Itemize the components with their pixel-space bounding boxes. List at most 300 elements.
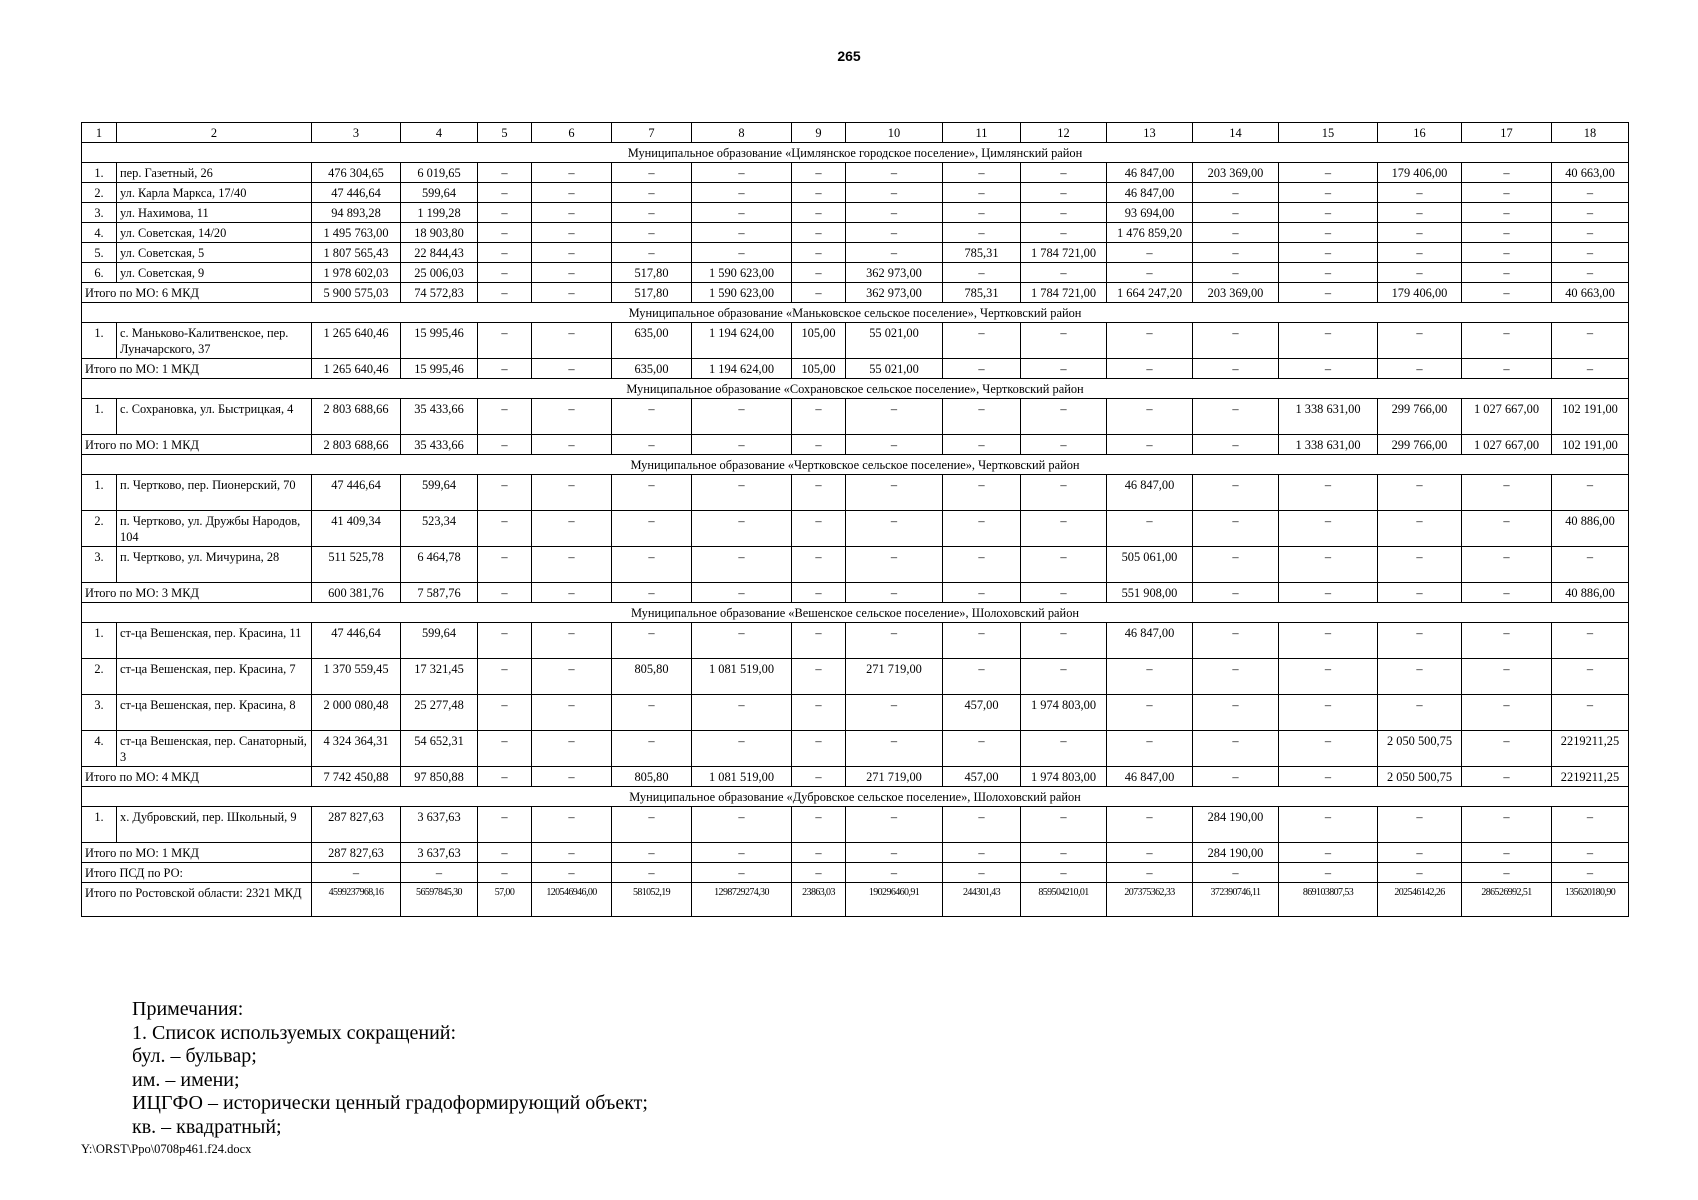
value-cell: – xyxy=(1021,263,1107,283)
address-cell: с. Маньково-Калитвенское, пер. Луначарского, 37 xyxy=(117,323,312,359)
value-cell: – xyxy=(478,163,532,183)
grand-total-value-cell: 57,00 xyxy=(478,883,532,917)
column-number-7: 7 xyxy=(612,123,692,143)
total-value-cell: – xyxy=(1378,843,1462,863)
total-value-cell: – xyxy=(478,435,532,455)
value-cell: – xyxy=(846,183,943,203)
table-row xyxy=(82,547,1629,583)
psd-value-cell: – xyxy=(1193,863,1279,883)
value-cell: 47 446,64 xyxy=(312,623,401,659)
total-value-cell: – xyxy=(1462,359,1552,379)
value-cell: 1 370 559,45 xyxy=(312,659,401,695)
value-cell: 505 061,00 xyxy=(1107,547,1193,583)
value-cell: – xyxy=(792,163,846,183)
table-row xyxy=(82,475,1629,511)
capital-repair-table xyxy=(81,122,1629,917)
total-value-cell: – xyxy=(612,435,692,455)
value-cell: – xyxy=(1279,731,1378,767)
value-cell: – xyxy=(1021,511,1107,547)
value-cell: 1 978 602,03 xyxy=(312,263,401,283)
total-value-cell: 785,31 xyxy=(943,283,1021,303)
section-total-label: Итого по МО: 6 МКД xyxy=(82,283,312,303)
row-number: 3. xyxy=(82,695,117,731)
value-cell: – xyxy=(532,223,612,243)
value-cell: 1 974 803,00 xyxy=(1021,695,1107,731)
value-cell: – xyxy=(692,695,792,731)
value-cell: – xyxy=(1279,623,1378,659)
address-cell: ул. Советская, 5 xyxy=(117,243,312,263)
value-cell: – xyxy=(478,695,532,731)
value-cell: – xyxy=(1021,731,1107,767)
row-number: 1. xyxy=(82,323,117,359)
total-value-cell: 97 850,88 xyxy=(401,767,478,787)
value-cell: – xyxy=(1552,203,1629,223)
total-value-cell: – xyxy=(1107,843,1193,863)
value-cell: 203 369,00 xyxy=(1193,163,1279,183)
column-number-6: 6 xyxy=(532,123,612,143)
grand-total-value-cell: 4599237968,16 xyxy=(312,883,401,917)
value-cell: – xyxy=(478,223,532,243)
value-cell: 2 050 500,75 xyxy=(1378,731,1462,767)
value-cell: 1 590 623,00 xyxy=(692,263,792,283)
value-cell: 457,00 xyxy=(943,695,1021,731)
value-cell: – xyxy=(792,731,846,767)
value-cell: – xyxy=(1378,547,1462,583)
value-cell: 94 893,28 xyxy=(312,203,401,223)
value-cell: 1 476 859,20 xyxy=(1107,223,1193,243)
value-cell: 41 409,34 xyxy=(312,511,401,547)
value-cell: – xyxy=(943,399,1021,435)
column-number-10: 10 xyxy=(846,123,943,143)
value-cell: – xyxy=(792,223,846,243)
total-value-cell: – xyxy=(792,843,846,863)
value-cell: 635,00 xyxy=(612,323,692,359)
address-cell: ст-ца Вешенская, пер. Санаторный, 3 xyxy=(117,731,312,767)
total-value-cell: – xyxy=(692,435,792,455)
value-cell: – xyxy=(532,323,612,359)
value-cell: – xyxy=(692,399,792,435)
value-cell: – xyxy=(612,695,692,731)
column-number-12: 12 xyxy=(1021,123,1107,143)
total-value-cell: – xyxy=(1279,283,1378,303)
section-total-label: Итого по МО: 4 МКД xyxy=(82,767,312,787)
section-total-row xyxy=(82,283,1629,303)
value-cell: – xyxy=(1462,183,1552,203)
table-row xyxy=(82,203,1629,223)
row-number: 4. xyxy=(82,731,117,767)
value-cell: – xyxy=(846,163,943,183)
value-cell: – xyxy=(1552,547,1629,583)
address-cell: п. Чертково, пер. Пионерский, 70 xyxy=(117,475,312,511)
value-cell: – xyxy=(1462,475,1552,511)
psd-value-cell: – xyxy=(846,863,943,883)
value-cell: – xyxy=(1462,511,1552,547)
value-cell: – xyxy=(478,623,532,659)
value-cell: – xyxy=(532,547,612,583)
total-value-cell: 517,80 xyxy=(612,283,692,303)
value-cell: – xyxy=(792,659,846,695)
value-cell: 25 277,48 xyxy=(401,695,478,731)
value-cell: – xyxy=(692,623,792,659)
total-value-cell: 7 587,76 xyxy=(401,583,478,603)
value-cell: – xyxy=(1462,263,1552,283)
total-value-cell: 40 663,00 xyxy=(1552,283,1629,303)
value-cell: – xyxy=(1193,243,1279,263)
value-cell: – xyxy=(1378,623,1462,659)
value-cell: – xyxy=(846,623,943,659)
row-number: 1. xyxy=(82,163,117,183)
value-cell: – xyxy=(1107,399,1193,435)
total-value-cell: – xyxy=(792,583,846,603)
value-cell: – xyxy=(1462,323,1552,359)
value-cell: – xyxy=(1462,659,1552,695)
total-value-cell: – xyxy=(532,283,612,303)
psd-value-cell: – xyxy=(532,863,612,883)
section-title: Муниципальное образование «Дубровское сельское поселение», Шолоховский район xyxy=(82,787,1629,807)
section-title-row xyxy=(82,303,1629,323)
value-cell: 55 021,00 xyxy=(846,323,943,359)
value-cell: – xyxy=(1107,695,1193,731)
total-value-cell: – xyxy=(1552,359,1629,379)
total-value-cell: 102 191,00 xyxy=(1552,435,1629,455)
value-cell: 46 847,00 xyxy=(1107,623,1193,659)
value-cell: – xyxy=(1552,263,1629,283)
value-cell: – xyxy=(1107,731,1193,767)
total-value-cell: – xyxy=(1279,843,1378,863)
section-total-label: Итого по МО: 3 МКД xyxy=(82,583,312,603)
column-number-3: 3 xyxy=(312,123,401,143)
value-cell: – xyxy=(1378,475,1462,511)
grand-total-value-cell: 581052,19 xyxy=(612,883,692,917)
value-cell: – xyxy=(532,163,612,183)
value-cell: – xyxy=(692,183,792,203)
value-cell: – xyxy=(1193,323,1279,359)
notes-line: ИЦГФО – исторически ценный градоформирующий объект; xyxy=(132,1092,648,1114)
value-cell: – xyxy=(1279,475,1378,511)
total-value-cell: 1 974 803,00 xyxy=(1021,767,1107,787)
total-value-cell: – xyxy=(478,359,532,379)
value-cell: 25 006,03 xyxy=(401,263,478,283)
total-value-cell: – xyxy=(532,435,612,455)
value-cell: – xyxy=(1462,547,1552,583)
address-cell: ул. Нахимова, 11 xyxy=(117,203,312,223)
value-cell: – xyxy=(1378,223,1462,243)
value-cell: 102 191,00 xyxy=(1552,399,1629,435)
total-value-cell: – xyxy=(1279,359,1378,379)
psd-value-cell: – xyxy=(1107,863,1193,883)
total-value-cell: 805,80 xyxy=(612,767,692,787)
value-cell: – xyxy=(1378,263,1462,283)
value-cell: – xyxy=(1552,475,1629,511)
row-number: 1. xyxy=(82,807,117,843)
value-cell: – xyxy=(846,511,943,547)
value-cell: – xyxy=(1462,731,1552,767)
value-cell: – xyxy=(478,203,532,223)
value-cell: 105,00 xyxy=(792,323,846,359)
table-row xyxy=(82,623,1629,659)
section-title: Муниципальное образование «Маньковское сельское поселение», Чертковский район xyxy=(82,303,1629,323)
page-number: 265 xyxy=(837,48,861,64)
section-title-row xyxy=(82,143,1629,163)
total-value-cell: 7 742 450,88 xyxy=(312,767,401,787)
section-total-row xyxy=(82,583,1629,603)
total-value-cell: – xyxy=(1279,583,1378,603)
column-number-17: 17 xyxy=(1462,123,1552,143)
grand-total-row xyxy=(82,883,1629,917)
notes-line: кв. – квадратный; xyxy=(132,1115,282,1138)
value-cell: 1 784 721,00 xyxy=(1021,243,1107,263)
value-cell: – xyxy=(1552,183,1629,203)
total-value-cell: – xyxy=(1021,843,1107,863)
value-cell: – xyxy=(943,203,1021,223)
value-cell: 40 886,00 xyxy=(1552,511,1629,547)
total-value-cell: 271 719,00 xyxy=(846,767,943,787)
total-value-cell: – xyxy=(1021,359,1107,379)
value-cell: – xyxy=(792,263,846,283)
grand-total-value-cell: 120546946,00 xyxy=(532,883,612,917)
value-cell: – xyxy=(1279,659,1378,695)
address-cell: ст-ца Вешенская, пер. Красина, 11 xyxy=(117,623,312,659)
table-row xyxy=(82,659,1629,695)
column-number-9: 9 xyxy=(792,123,846,143)
psd-total-label: Итого ПСД по РО: xyxy=(82,863,312,883)
total-value-cell: – xyxy=(1193,583,1279,603)
file-path-footer: Y:\ORST\Ppo\0708p461.f24.docx xyxy=(81,1142,252,1156)
total-value-cell: – xyxy=(478,583,532,603)
table-row xyxy=(82,183,1629,203)
value-cell: – xyxy=(943,659,1021,695)
value-cell: 2 000 080,48 xyxy=(312,695,401,731)
total-value-cell: 457,00 xyxy=(943,767,1021,787)
value-cell: – xyxy=(846,731,943,767)
total-value-cell: – xyxy=(478,767,532,787)
value-cell: – xyxy=(1193,223,1279,243)
value-cell: – xyxy=(1462,163,1552,183)
value-cell: 22 844,43 xyxy=(401,243,478,263)
total-value-cell: – xyxy=(1378,583,1462,603)
value-cell: – xyxy=(1378,695,1462,731)
value-cell: – xyxy=(1021,807,1107,843)
value-cell: – xyxy=(532,399,612,435)
total-value-cell: – xyxy=(1462,767,1552,787)
psd-value-cell: – xyxy=(1462,863,1552,883)
value-cell: – xyxy=(1021,623,1107,659)
value-cell: – xyxy=(943,807,1021,843)
value-cell: – xyxy=(612,731,692,767)
value-cell: – xyxy=(478,263,532,283)
value-cell: – xyxy=(792,183,846,203)
value-cell: – xyxy=(612,807,692,843)
grand-total-value-cell: 244301,43 xyxy=(943,883,1021,917)
value-cell: – xyxy=(478,183,532,203)
value-cell: – xyxy=(532,511,612,547)
value-cell: 4 324 364,31 xyxy=(312,731,401,767)
notes-line: им. – имени; xyxy=(132,1068,240,1091)
value-cell: – xyxy=(1378,243,1462,263)
grand-total-value-cell: 372390746,11 xyxy=(1193,883,1279,917)
value-cell: 46 847,00 xyxy=(1107,475,1193,511)
total-value-cell: – xyxy=(943,843,1021,863)
total-value-cell: 2 803 688,66 xyxy=(312,435,401,455)
value-cell: 1 027 667,00 xyxy=(1462,399,1552,435)
value-cell: – xyxy=(1279,263,1378,283)
value-cell: – xyxy=(1279,511,1378,547)
column-number-2: 2 xyxy=(117,123,312,143)
notes-line: бул. – бульвар; xyxy=(132,1045,257,1067)
value-cell: – xyxy=(1462,203,1552,223)
value-cell: – xyxy=(1462,807,1552,843)
section-title: Муниципальное образование «Цимлянское городское поселение», Цимлянский район xyxy=(82,143,1629,163)
total-value-cell: – xyxy=(792,767,846,787)
total-value-cell: 203 369,00 xyxy=(1193,283,1279,303)
psd-value-cell: – xyxy=(943,863,1021,883)
value-cell: – xyxy=(532,659,612,695)
total-value-cell: – xyxy=(532,767,612,787)
value-cell: – xyxy=(1462,695,1552,731)
psd-value-cell: – xyxy=(478,863,532,883)
value-cell: 299 766,00 xyxy=(1378,399,1462,435)
value-cell: – xyxy=(532,263,612,283)
total-value-cell: 551 908,00 xyxy=(1107,583,1193,603)
value-cell: – xyxy=(532,623,612,659)
value-cell: – xyxy=(1279,243,1378,263)
value-cell: – xyxy=(1193,659,1279,695)
section-total-label: Итого по МО: 1 МКД xyxy=(82,843,312,863)
value-cell: 46 847,00 xyxy=(1107,183,1193,203)
column-number-14: 14 xyxy=(1193,123,1279,143)
row-number: 5. xyxy=(82,243,117,263)
value-cell: – xyxy=(532,183,612,203)
value-cell: – xyxy=(1552,223,1629,243)
address-cell: ул. Советская, 14/20 xyxy=(117,223,312,243)
table-row xyxy=(82,807,1629,843)
value-cell: – xyxy=(1378,511,1462,547)
value-cell: 47 446,64 xyxy=(312,475,401,511)
value-cell: 287 827,63 xyxy=(312,807,401,843)
row-number: 6. xyxy=(82,263,117,283)
value-cell: – xyxy=(692,475,792,511)
total-value-cell: – xyxy=(1107,435,1193,455)
value-cell: – xyxy=(1279,203,1378,223)
value-cell: – xyxy=(792,511,846,547)
value-cell: – xyxy=(792,695,846,731)
table-row xyxy=(82,223,1629,243)
value-cell: – xyxy=(1552,695,1629,731)
total-value-cell: – xyxy=(1193,767,1279,787)
value-cell: – xyxy=(846,223,943,243)
header-row xyxy=(82,123,1629,143)
value-cell: – xyxy=(1021,163,1107,183)
total-value-cell: 1 338 631,00 xyxy=(1279,435,1378,455)
total-value-cell: 5 900 575,03 xyxy=(312,283,401,303)
row-number: 1. xyxy=(82,623,117,659)
value-cell: 599,64 xyxy=(401,475,478,511)
column-number-15: 15 xyxy=(1279,123,1378,143)
value-cell: – xyxy=(792,203,846,223)
value-cell: – xyxy=(532,807,612,843)
total-value-cell: 1 784 721,00 xyxy=(1021,283,1107,303)
total-value-cell: – xyxy=(943,359,1021,379)
value-cell: 523,34 xyxy=(401,511,478,547)
value-cell: – xyxy=(1378,659,1462,695)
grand-total-value-cell: 859504210,01 xyxy=(1021,883,1107,917)
column-number-13: 13 xyxy=(1107,123,1193,143)
total-value-cell: 600 381,76 xyxy=(312,583,401,603)
value-cell: – xyxy=(1021,475,1107,511)
column-number-11: 11 xyxy=(943,123,1021,143)
grand-total-value-cell: 190296460,91 xyxy=(846,883,943,917)
value-cell: – xyxy=(1107,323,1193,359)
value-cell: – xyxy=(612,183,692,203)
value-cell: 511 525,78 xyxy=(312,547,401,583)
total-value-cell: – xyxy=(846,435,943,455)
total-value-cell: 362 973,00 xyxy=(846,283,943,303)
row-number: 4. xyxy=(82,223,117,243)
address-cell: п. Чертково, ул. Мичурина, 28 xyxy=(117,547,312,583)
value-cell: – xyxy=(612,163,692,183)
value-cell: 362 973,00 xyxy=(846,263,943,283)
value-cell: – xyxy=(1378,807,1462,843)
address-cell: пер. Газетный, 26 xyxy=(117,163,312,183)
value-cell: 785,31 xyxy=(943,243,1021,263)
table-row xyxy=(82,731,1629,767)
total-value-cell: 105,00 xyxy=(792,359,846,379)
value-cell: – xyxy=(943,323,1021,359)
table-row xyxy=(82,243,1629,263)
address-cell: ул. Карла Маркса, 17/40 xyxy=(117,183,312,203)
row-number: 2. xyxy=(82,659,117,695)
value-cell: – xyxy=(692,163,792,183)
grand-total-value-cell: 23863,03 xyxy=(792,883,846,917)
value-cell: – xyxy=(792,547,846,583)
section-total-label: Итого по МО: 1 МКД xyxy=(82,435,312,455)
value-cell: 3 637,63 xyxy=(401,807,478,843)
value-cell: – xyxy=(1021,659,1107,695)
value-cell: – xyxy=(478,475,532,511)
section-title-row xyxy=(82,455,1629,475)
section-title-row xyxy=(82,787,1629,807)
value-cell: – xyxy=(1193,731,1279,767)
value-cell: – xyxy=(478,659,532,695)
value-cell: – xyxy=(792,475,846,511)
value-cell: 18 903,80 xyxy=(401,223,478,243)
total-value-cell: – xyxy=(792,435,846,455)
value-cell: – xyxy=(846,475,943,511)
grand-total-value-cell: 286526992,51 xyxy=(1462,883,1552,917)
address-cell: ст-ца Вешенская, пер. Красина, 7 xyxy=(117,659,312,695)
total-value-cell: – xyxy=(612,583,692,603)
value-cell: 46 847,00 xyxy=(1107,163,1193,183)
total-value-cell: 2 050 500,75 xyxy=(1378,767,1462,787)
value-cell: – xyxy=(478,731,532,767)
section-total-row xyxy=(82,767,1629,787)
psd-value-cell: – xyxy=(1021,863,1107,883)
row-number: 3. xyxy=(82,547,117,583)
psd-value-cell: – xyxy=(1279,863,1378,883)
value-cell: – xyxy=(943,223,1021,243)
value-cell: – xyxy=(1462,223,1552,243)
value-cell: – xyxy=(692,511,792,547)
total-value-cell: – xyxy=(1193,435,1279,455)
value-cell: – xyxy=(943,547,1021,583)
total-value-cell: 284 190,00 xyxy=(1193,843,1279,863)
section-total-row xyxy=(82,435,1629,455)
psd-value-cell: – xyxy=(792,863,846,883)
value-cell: – xyxy=(846,547,943,583)
row-number: 1. xyxy=(82,475,117,511)
psd-value-cell: – xyxy=(612,863,692,883)
value-cell: – xyxy=(1462,623,1552,659)
